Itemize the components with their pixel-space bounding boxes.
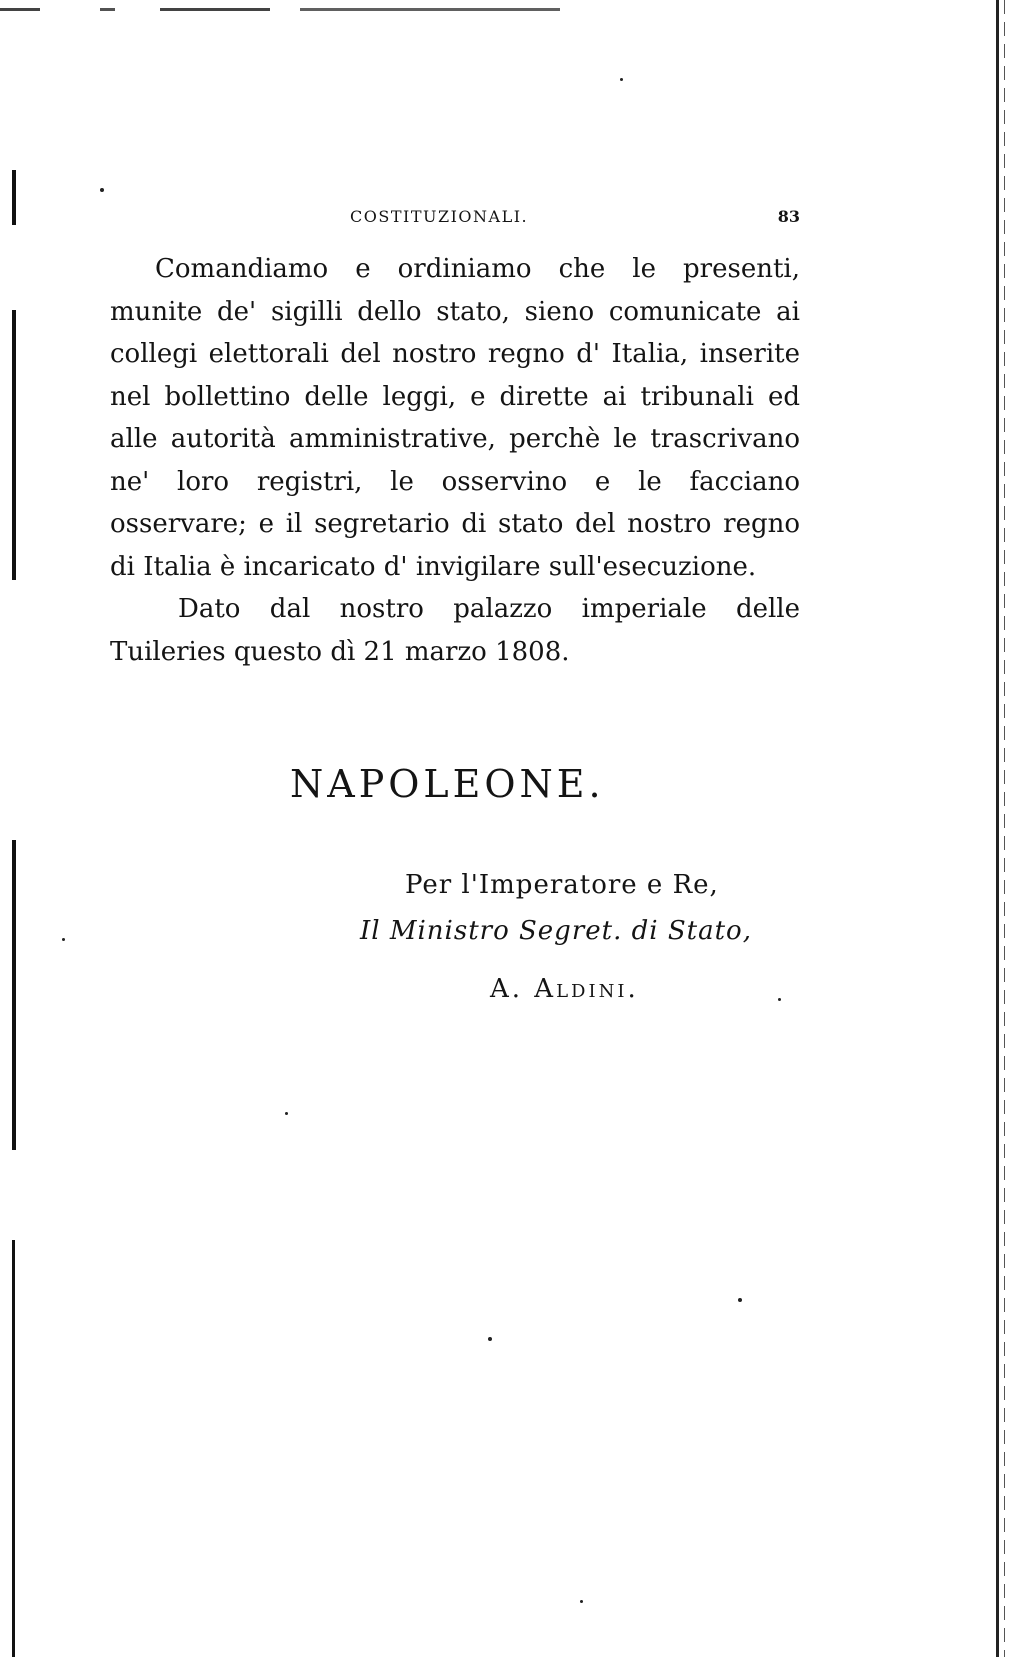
running-head-title: COSTITUZIONALI. — [350, 207, 529, 226]
scan-speck — [285, 1112, 288, 1115]
running-header — [110, 207, 800, 237]
scan-speck — [100, 188, 104, 192]
scan-speck — [488, 1337, 492, 1341]
countersign-line-minister: Il Ministro Segret. di Stato, — [360, 916, 752, 946]
scan-edge-left — [12, 1240, 15, 1657]
body-text — [110, 248, 800, 673]
scan-edge-left — [12, 170, 16, 225]
scan-speck — [738, 1298, 742, 1302]
page-number: 83 — [777, 207, 800, 226]
decree-paragraph: Comandiamo e ordiniamo che le presenti, munite de' sigilli dello stato, sieno comunicate ai collegi elettorali del nostro regno d' Italia, inserite nel bollettino delle leggi, e dirette ai tribunali ed alle autorità amministrative, perchè le trascrivano ne' loro registri, le osservino e le facciano osservare; e il segretario di stato del nostro regno di Italia è incaricato d' invigilare sull'esecuzione. — [110, 254, 800, 582]
countersign-line-emperor: Per l'Imperatore e Re, — [405, 870, 719, 900]
countersign-line-aldini: A. Aldini. — [490, 974, 639, 1004]
signature-napoleone: NAPOLEONE. — [290, 762, 605, 806]
scan-speck — [620, 78, 623, 81]
scan-edge-left — [12, 310, 16, 580]
scan-edge-top — [0, 8, 560, 11]
scan-speck — [580, 1600, 583, 1603]
scan-speck — [62, 938, 65, 941]
scan-edge-right-dashed — [1004, 0, 1005, 1657]
date-paragraph: Dato dal nostro palazzo imperiale delle Tuileries questo dì 21 marzo 1808. — [110, 594, 800, 667]
scan-edge-left — [12, 840, 16, 1150]
scan-edge-right — [996, 0, 999, 1657]
scan-speck — [778, 998, 781, 1001]
